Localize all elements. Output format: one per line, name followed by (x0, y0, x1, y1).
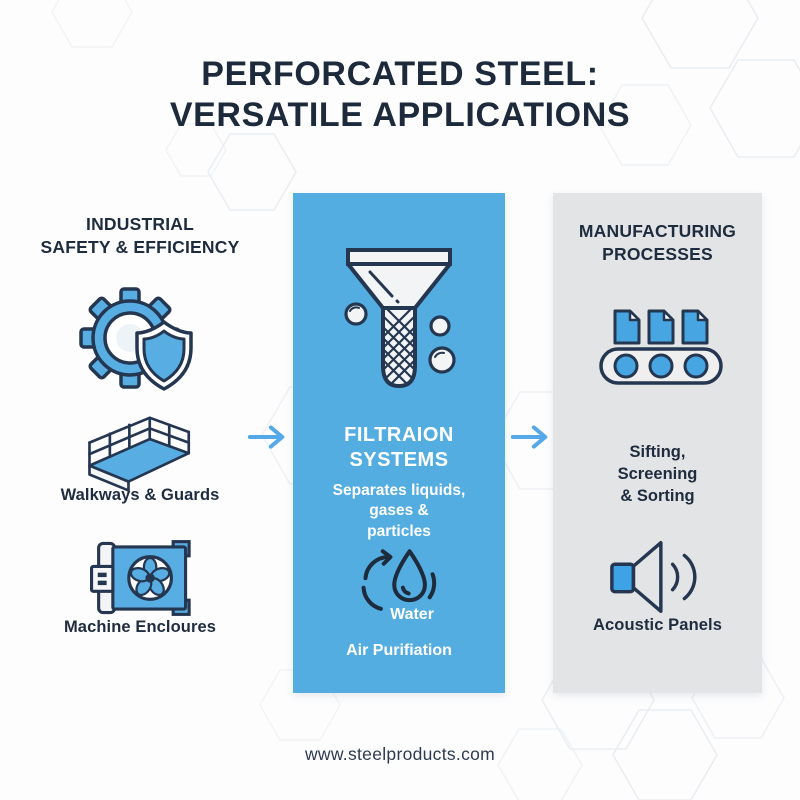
funnel-mesh-icon (340, 248, 458, 390)
left-header-line1: INDUSTRIAL (86, 214, 194, 234)
sifting-line3: & Sorting (620, 486, 695, 505)
arrow-right-icon (247, 423, 289, 451)
filtration-desc-line3: particles (367, 522, 431, 540)
filtration-desc-line1: Separates liquids, (332, 482, 466, 499)
walkways-label: Walkways & Guards (60, 486, 220, 504)
acoustic-panels-label: Acoustic Panels (593, 616, 722, 634)
filtration-header-line2: SYSTEMS (349, 449, 449, 471)
page-title-line1: PERFORCATED STEEL: (201, 55, 599, 93)
page-title-line2: VERSATILE APPLICATIONS (169, 96, 631, 135)
filtration-description (293, 481, 505, 542)
machine-enclosures-label: Machine Encloures (63, 618, 217, 636)
left-header-line2: SAFETY & EFFICIENCY (40, 237, 240, 258)
filtration-header-line1: FILTRAION (344, 424, 454, 446)
sifting-line1: Sifting, (629, 443, 686, 461)
machine-enclosure-icon (88, 538, 198, 618)
speaker-icon (606, 538, 702, 616)
right-header-line1: MANUFACTURING (578, 221, 737, 241)
left-column-header (25, 213, 255, 260)
sifting-line2: Screening (617, 464, 698, 483)
sifting-screening-label (553, 442, 762, 507)
water-label: Water (390, 606, 434, 623)
filtration-desc-line2: gases & (369, 502, 429, 520)
water-cycle-icon (354, 548, 446, 614)
footer-url: www.steelproducts.com (304, 744, 496, 764)
arrow-right-icon (510, 423, 552, 451)
gear-shield-icon (78, 282, 202, 402)
page-title (0, 54, 800, 137)
filtration-header (293, 423, 505, 473)
walkway-icon (82, 416, 198, 494)
right-header-line2: PROCESSES (602, 244, 713, 265)
air-purification-label: Air Purifiation (346, 642, 452, 659)
conveyor-icon (599, 305, 723, 385)
right-column-header (553, 220, 762, 267)
